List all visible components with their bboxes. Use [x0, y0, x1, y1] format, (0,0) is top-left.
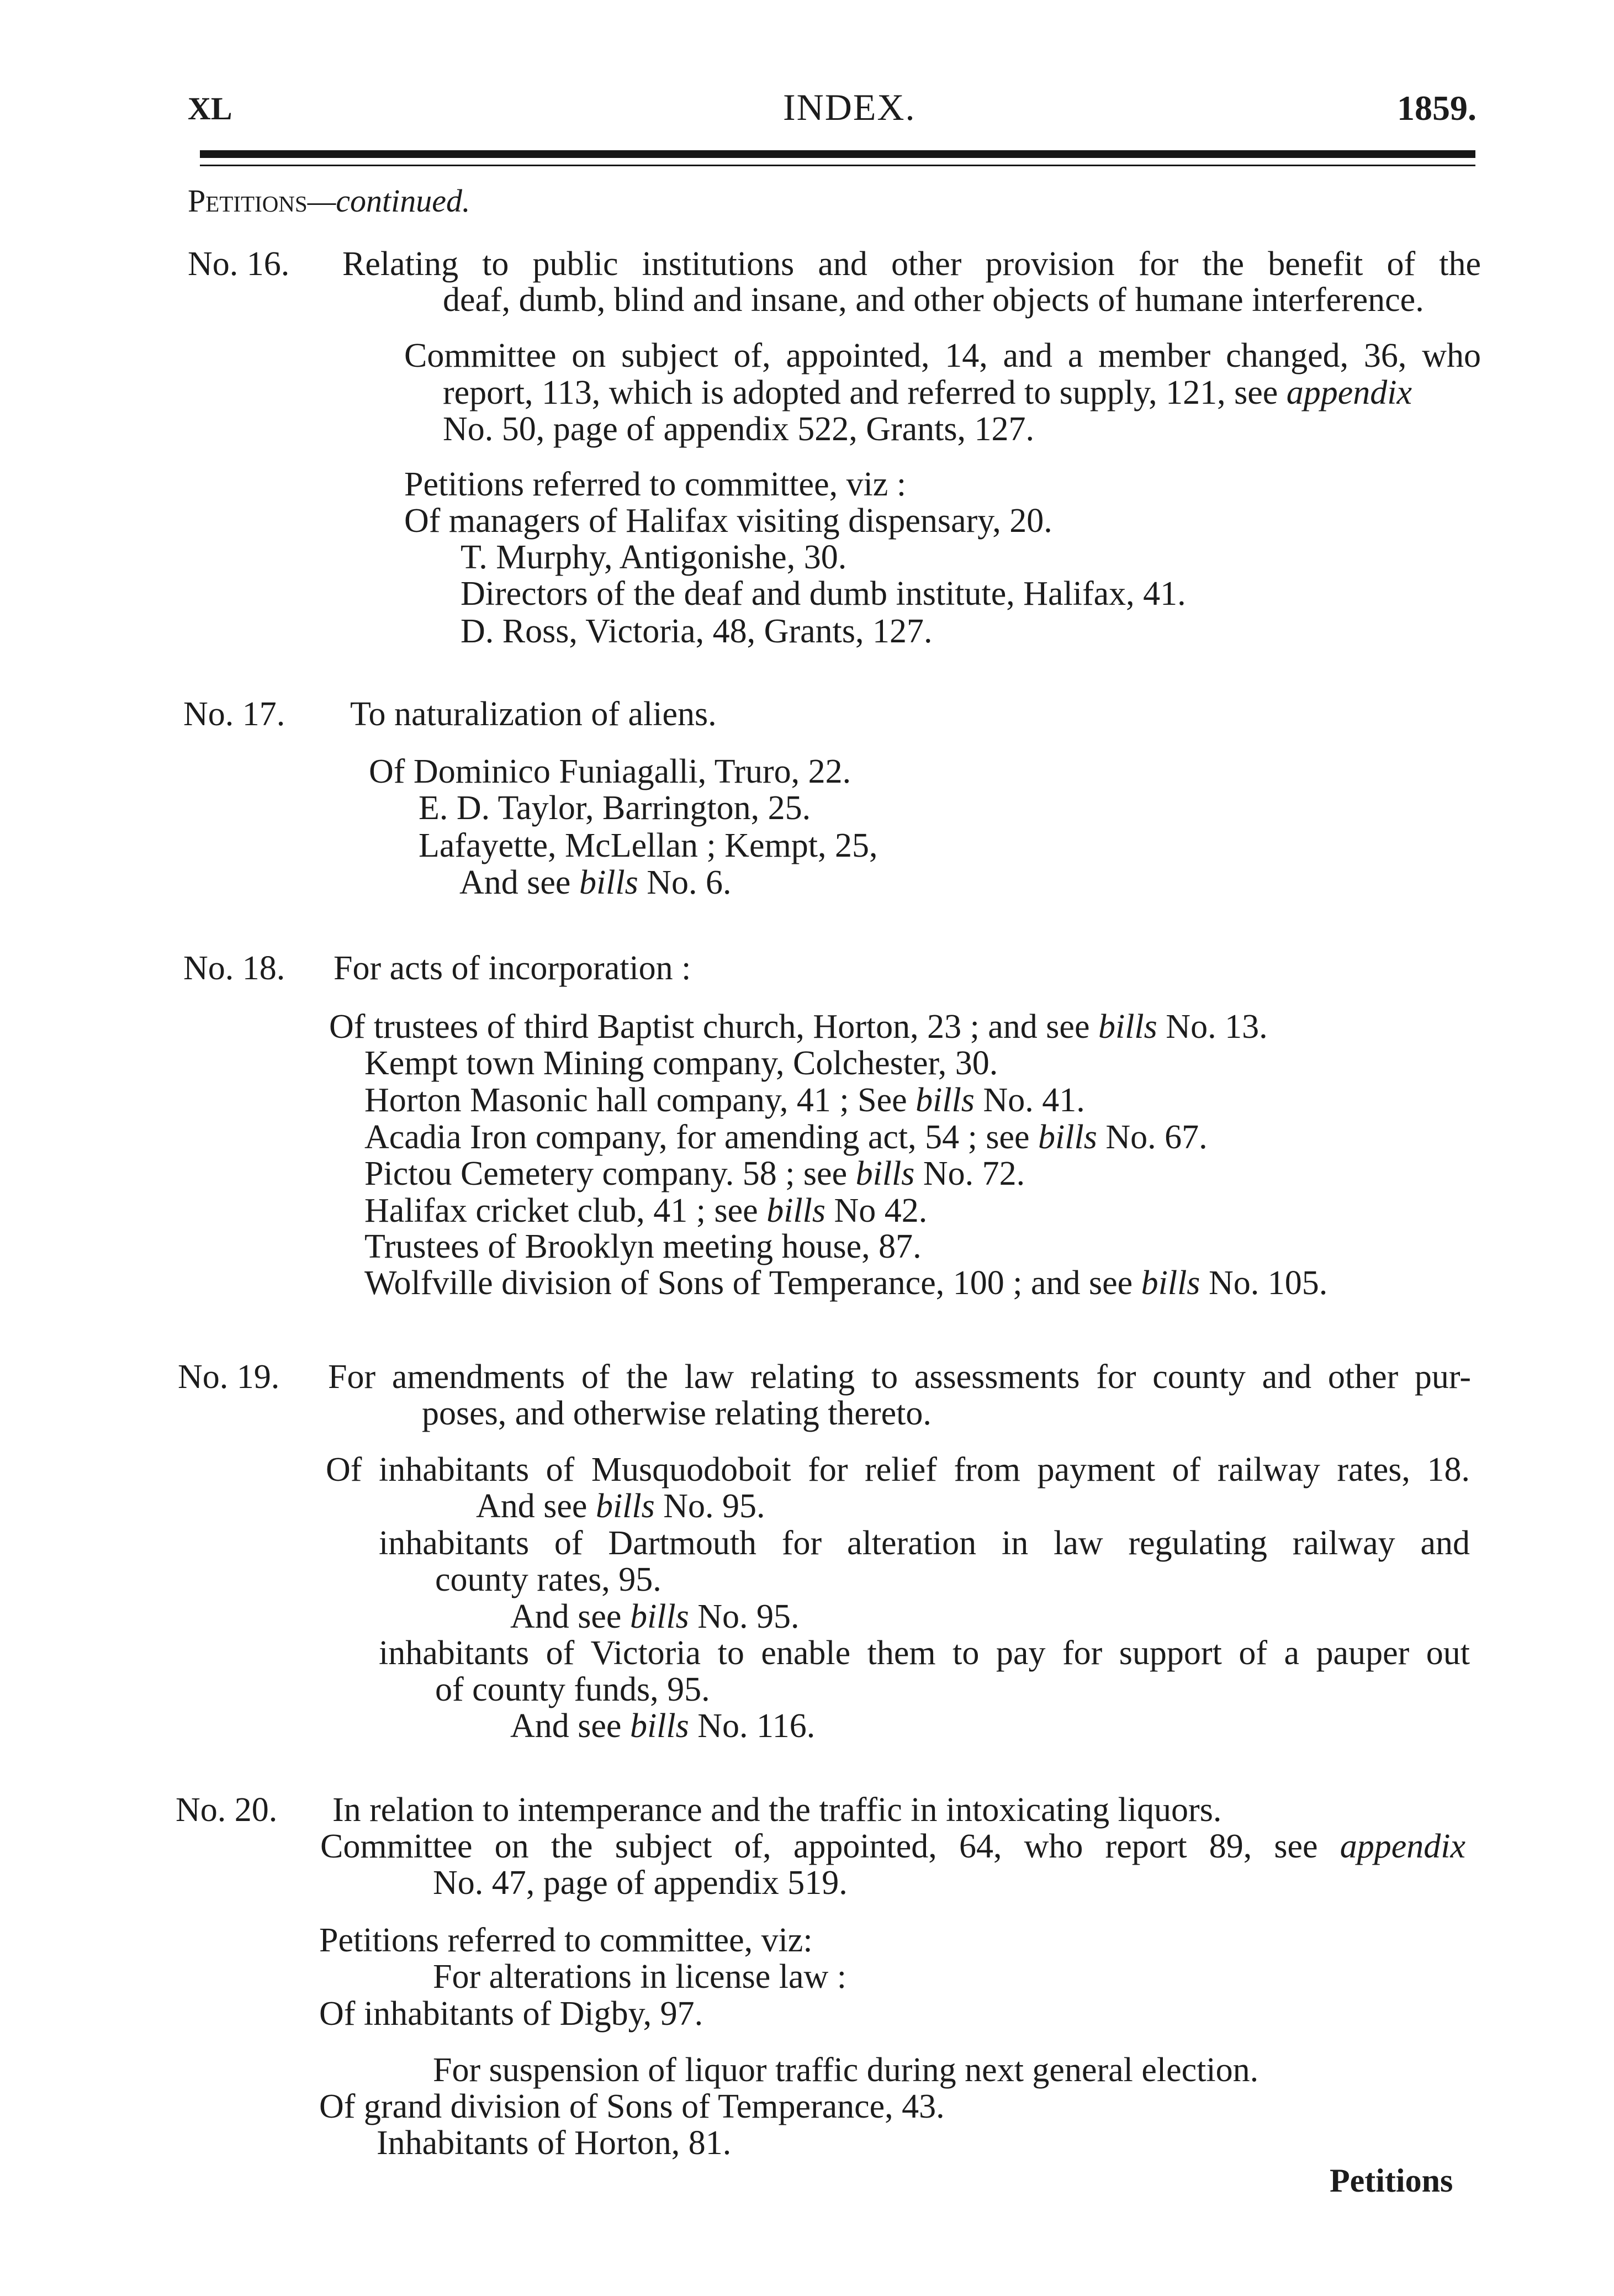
petitions-20-subhead: For suspension of liquor traffic during next general election.	[433, 2051, 1259, 2089]
entry-18-text: Horton Masonic hall company, 41 ; See	[364, 1081, 907, 1119]
bill-number: No 42.	[834, 1192, 928, 1229]
petition-20-item: Of inhabitants of Digby, 97.	[319, 1995, 703, 2033]
header-rule-thin	[200, 165, 1475, 166]
entry-18-item: Kempt town Mining company, Colchester, 30.	[364, 1044, 998, 1082]
bills-ref: bills	[629, 1598, 689, 1635]
committee-16-appendix-ref: appendix	[1286, 374, 1412, 411]
entry-17-item: E. D. Taylor, Barrington, 25.	[419, 789, 811, 827]
entry-19-item: county rates, 95.	[435, 1561, 662, 1598]
entry-19-item: Of inhabitants of Musquodoboit for relief from payment of railway rates, 18.	[326, 1451, 1470, 1489]
bill-number: No. 67.	[1105, 1118, 1208, 1156]
bill-number: No. 6.	[647, 864, 732, 901]
petition-20-item: Of grand division of Sons of Temperance, 43.	[319, 2088, 945, 2125]
petition-16-item: D. Ross, Victoria, 48, Grants, 127.	[461, 613, 933, 650]
entry-number-17: No. 17.	[183, 695, 285, 733]
entry-title-16-line1: Relating to public institutions and other provision for the benefit of the	[342, 245, 1481, 283]
bill-number: No. 95.	[697, 1598, 800, 1635]
entry-title-17: To naturalization of aliens.	[350, 695, 717, 733]
entry-19-item	[510, 1709, 815, 1743]
committee-20-line1	[320, 1829, 1465, 1864]
entry-19-and-see: And see	[510, 1707, 622, 1745]
bills-ref: bills	[855, 1155, 915, 1192]
bill-number: No. 13.	[1166, 1008, 1268, 1046]
section-heading-main: Petitions	[188, 183, 308, 219]
committee-20-line2: No. 47, page of appendix 519.	[433, 1864, 848, 1902]
bill-number: No. 41.	[983, 1081, 1085, 1119]
entry-18-text: Acadia Iron company, for amending act, 54 ; see	[364, 1118, 1030, 1156]
bills-ref: bills	[1038, 1118, 1097, 1156]
committee-20-appendix-ref: appendix	[1340, 1828, 1466, 1865]
entry-19-item: inhabitants of Dartmouth for alteration in law regulating railway and	[379, 1524, 1470, 1562]
committee-20-text: Committee on the subject of, appointed, 64, who report 89, see	[320, 1828, 1318, 1865]
entry-18-text: Halifax cricket club, 41 ; see	[364, 1192, 758, 1229]
section-heading-suffix: —continued.	[307, 183, 470, 219]
bills-ref: bills	[1141, 1264, 1200, 1302]
bills-ref: bills	[1098, 1008, 1157, 1046]
entry-19-and-see: And see	[510, 1598, 622, 1635]
petition-16-item: Directors of the deaf and dumb institute, Halifax, 41.	[461, 575, 1186, 613]
page-roman-numeral: XL	[188, 91, 232, 126]
entry-17-and-see: And see	[459, 864, 571, 901]
entry-17-item: Lafayette, McLellan ; Kempt, 25,	[419, 827, 878, 864]
entry-number-16: No. 16.	[188, 245, 290, 283]
entry-19-item	[476, 1489, 765, 1523]
entry-title-18: For acts of incorporation :	[334, 949, 691, 987]
entry-19-item	[510, 1600, 800, 1634]
entry-18-item: Trustees of Brooklyn meeting house, 87.	[364, 1228, 922, 1265]
entry-18-item	[364, 1083, 1085, 1117]
bills-ref: bills	[579, 864, 638, 901]
bill-number: No. 105.	[1208, 1264, 1328, 1302]
entry-title-20: In relation to intemperance and the traffic in intoxicating liquors.	[332, 1791, 1222, 1829]
petition-16-item: T. Murphy, Antigonishe, 30.	[461, 539, 847, 576]
entry-17-item: Of Dominico Funiagalli, Truro, 22.	[369, 753, 851, 790]
committee-16-line3: No. 50, page of appendix 522, Grants, 127.	[443, 410, 1035, 448]
entry-18-text: Wolfville division of Sons of Temperance, 100 ; and see	[364, 1264, 1133, 1302]
entry-18-text: Of trustees of third Baptist church, Horton, 23 ; and see	[329, 1008, 1090, 1046]
entry-18-text: Pictou Cemetery company. 58 ; see	[364, 1155, 848, 1192]
section-heading	[188, 185, 470, 217]
committee-16-line1: Committee on subject of, appointed, 14, and a member changed, 36, who	[404, 337, 1481, 374]
entry-number-19: No. 19.	[178, 1358, 280, 1396]
committee-16-line2-text: report, 113, which is adopted and referred to supply, 121, see	[443, 374, 1278, 411]
entry-18-item	[364, 1194, 927, 1228]
bills-ref: bills	[629, 1707, 689, 1745]
petitions-20-subhead: For alterations in license law :	[433, 1958, 846, 1996]
entry-18-item	[364, 1157, 1025, 1191]
entry-19-item: of county funds, 95.	[435, 1671, 710, 1708]
petition-20-item: Inhabitants of Horton, 81.	[377, 2124, 732, 2162]
bill-number: No. 72.	[923, 1155, 1025, 1192]
page-year: 1859.	[1397, 88, 1477, 128]
bills-ref: bills	[916, 1081, 975, 1119]
running-title: INDEX.	[783, 86, 916, 128]
bill-number: No. 116.	[697, 1707, 816, 1745]
entry-title-16-line2: deaf, dumb, blind and insane, and other objects of humane interference.	[443, 281, 1424, 319]
petitions-20-intro: Petitions referred to committee, viz:	[319, 1922, 813, 1959]
entry-18-item	[364, 1120, 1208, 1154]
entry-17-item	[459, 865, 732, 900]
entry-number-18: No. 18.	[183, 949, 285, 987]
petitions-16-intro: Petitions referred to committee, viz :	[404, 466, 907, 503]
bills-ref: bills	[766, 1192, 826, 1229]
entry-number-20: No. 20.	[176, 1791, 278, 1829]
entry-title-19-line2: poses, and otherwise relating thereto.	[422, 1395, 932, 1432]
entry-19-and-see: And see	[476, 1487, 588, 1525]
entry-18-item	[364, 1266, 1327, 1300]
header-rule-thick	[200, 150, 1475, 158]
entry-title-19-line1: For amendments of the law relating to assessments for county and other pur-	[328, 1358, 1471, 1396]
petition-16-item: Of managers of Halifax visiting dispensary, 20.	[404, 502, 1052, 540]
entry-18-item	[329, 1010, 1268, 1044]
catchword: Petitions	[1330, 2162, 1453, 2199]
bills-ref: bills	[595, 1487, 655, 1525]
committee-16-line2	[443, 376, 1412, 410]
bill-number: No. 95.	[663, 1487, 765, 1525]
entry-19-item: inhabitants of Victoria to enable them to pay for support of a pauper out	[379, 1634, 1470, 1672]
